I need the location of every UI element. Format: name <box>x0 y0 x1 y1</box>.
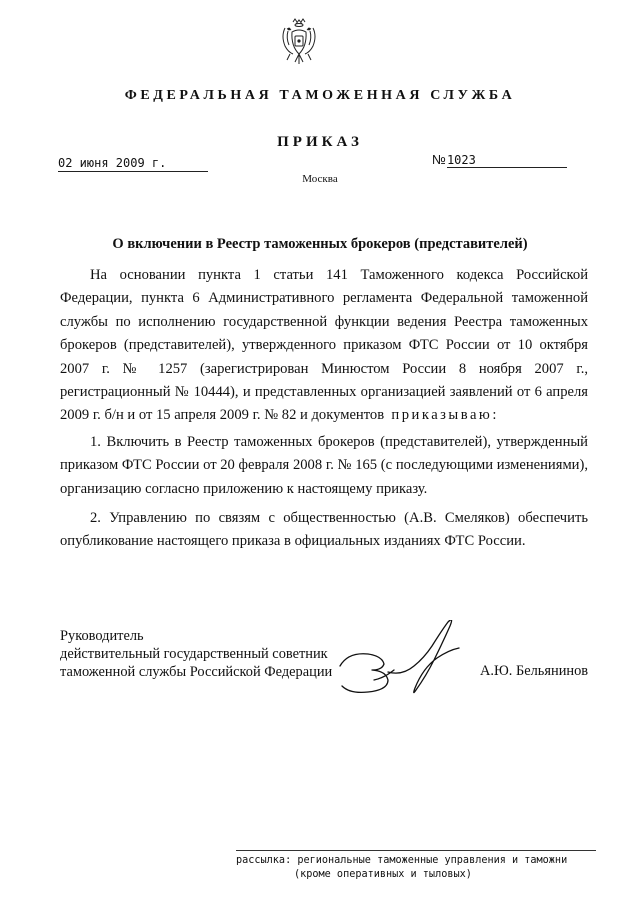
signatory-line-3: таможенной службы Российской Федерации <box>60 664 333 680</box>
document-type-title: ПРИКАЗ <box>277 134 363 150</box>
distribution-line-1: рассылка: региональные таможенные управления и таможни <box>236 855 568 866</box>
agency-name: ФЕДЕРАЛЬНАЯ ТАМОЖЕННАЯ СЛУЖБА <box>124 88 516 103</box>
distribution-list <box>236 850 596 882</box>
order-number <box>432 152 584 168</box>
signatory-name: А.Ю. Бельянинов <box>480 663 589 679</box>
number-value: 1023 <box>447 153 567 168</box>
city: Москва <box>302 173 338 185</box>
signatory-line-1: Руководитель <box>60 628 144 644</box>
number-sign: № <box>432 152 446 167</box>
order-keyword: приказываю: <box>391 407 499 424</box>
signatory-line-2: действительный государственный советник <box>60 646 328 662</box>
double-headed-eagle-emblem-icon <box>279 18 319 68</box>
paragraph-basis-text: На основании пункта 1 статьи 141 Таможенного кодекса Российской Федерации, пункта 6 Административного регламента Федеральной таможенной службы по исполнению государственной функции ведения Реестра таможенных брокеров (представителей), утвержденного приказом ФТС России от 10 октября 2007 г. № 1257 (зарегистрирован Минюстом России 8 ноября 2007 г., регистрационный № 10444), и представленных организацией заявлений от 6 апреля 2009 г. б/н и от 15 апреля 2009 г. № 82 и документов <box>60 267 588 424</box>
order-date: 02 июня 2009 г. <box>58 156 208 172</box>
paragraph-basis <box>60 264 588 428</box>
paragraph-item-2: 2. Управлению по связям с общественностью (А.В. Смеляков) обеспечить опубликование настоящего приказа в официальных изданиях ФТС России. <box>60 510 588 550</box>
distribution-line-2: (кроме оперативных и тыловых) <box>294 869 472 880</box>
paragraph-item-1: 1. Включить в Реестр таможенных брокеров (представителей), утвержденный приказом ФТС России от 20 февраля 2008 г. № 165 (с последующими изменениями), организацию согласно приложению к настоящему приказу. <box>60 433 588 497</box>
order-subject: О включении в Реестр таможенных брокеров (представителей) <box>112 236 528 252</box>
order-body <box>60 264 588 560</box>
handwritten-signature <box>338 620 488 700</box>
